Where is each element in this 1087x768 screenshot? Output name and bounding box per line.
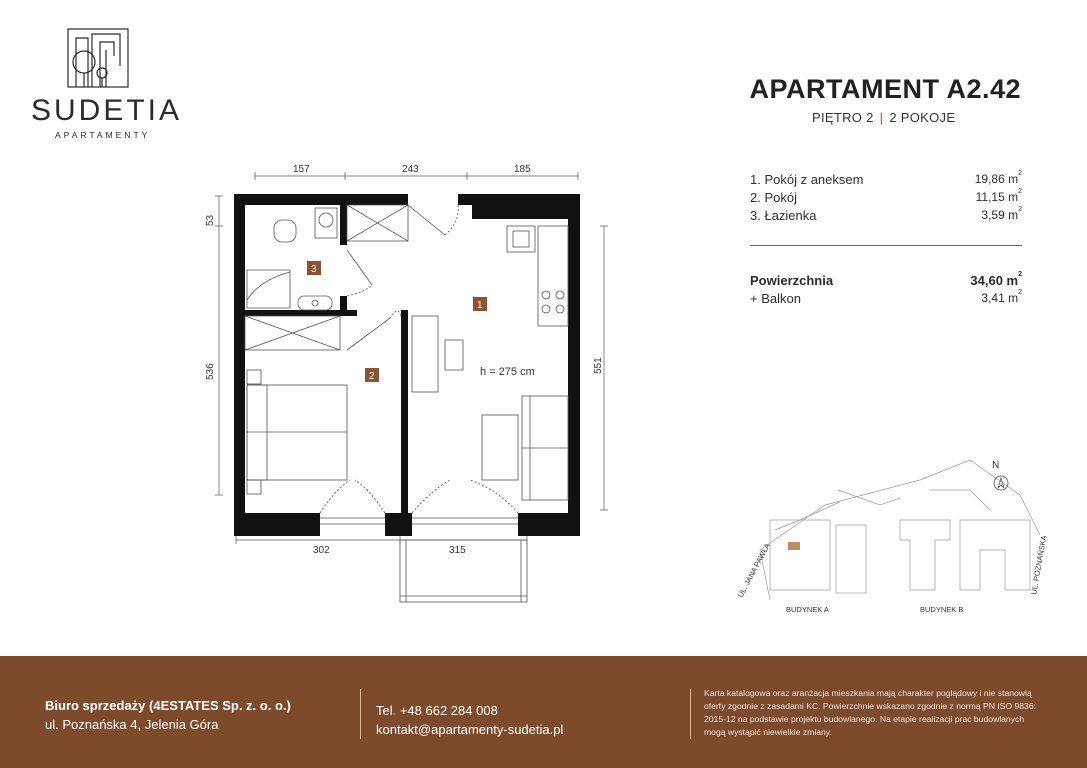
- dim-bottom-1: 302: [313, 545, 330, 556]
- room-badge-1: 1: [477, 300, 483, 311]
- floor-label: PIĘTRO 2: [812, 110, 874, 125]
- floor-plan: [0, 0, 640, 620]
- email-link[interactable]: kontakt@apartamenty-sudetia.pl: [376, 722, 564, 737]
- room-row: [750, 190, 1022, 208]
- phone-number[interactable]: Tel. +48 662 284 008: [376, 703, 498, 718]
- room-area: 19,86 $m^2$: [974, 170, 1022, 186]
- building-b-label: BUDYNEK B: [920, 605, 964, 614]
- dim-left: 536: [205, 363, 216, 380]
- north-indicator: N: [992, 460, 1000, 471]
- site-location-map: [730, 450, 1070, 620]
- total-area-row: [750, 273, 1022, 291]
- room-label: 3. Łazienka: [750, 208, 817, 223]
- room-row: [750, 208, 1022, 226]
- dim-top-1: 157: [293, 164, 310, 175]
- company-address: ul. Poznańska 4, Jelenia Góra: [45, 717, 219, 732]
- dim-top-2: 243: [402, 164, 419, 175]
- subtitle-separator: |: [879, 110, 884, 125]
- dim-top-3: 185: [514, 164, 531, 175]
- dim-bottom-2: 315: [449, 545, 466, 556]
- dim-right: 551: [593, 357, 604, 374]
- logo-wordmark: SUDETIA: [31, 94, 183, 127]
- section-divider: [750, 245, 1022, 246]
- room-area: 3,59 $m^2$: [981, 206, 1022, 222]
- company-name: Biuro sprzedaży (4ESTATES Sp. z. o. o.): [45, 698, 291, 713]
- dim-left-small: 53: [205, 214, 216, 226]
- total-area-value: 34,60 $m^2$: [970, 271, 1022, 288]
- rooms-count-label: 2 POKOJE: [889, 110, 956, 125]
- footer-divider: [360, 689, 361, 739]
- street-jana-pawla: UL. JANA PAWŁA: [735, 541, 772, 599]
- room-badge-2: 2: [369, 371, 375, 382]
- building-a-label: BUDYNEK A: [786, 605, 829, 614]
- contact-info: [376, 701, 563, 739]
- disclaimer-text: Karta katalogowa oraz aranżacja mieszkania mają charakter poglądowy i nie stanowią oferty zgodnie z zasadami KC. Powierzchnie wskazano zgodnie z normą PN ISO 9836: 2015-12 na podstawie projektu budowlanego. Na etapie realizacji prac budowlanych mogą wystąpić niewielkie zmiany.: [704, 688, 1036, 737]
- balcony-label: + Balkon: [750, 291, 801, 306]
- rooms-list: [750, 172, 1022, 226]
- room-label: 1. Pokój z aneksem: [750, 172, 864, 187]
- room-label: 2. Pokój: [750, 190, 797, 205]
- logo-tagline: APARTAMENTY: [55, 130, 151, 140]
- area-summary: [750, 273, 1022, 309]
- footer: [0, 656, 1087, 768]
- footer-divider: [690, 689, 691, 739]
- total-area-label: Powierzchnia: [750, 273, 834, 288]
- apartment-title: APARTAMENT A2.42: [749, 74, 1021, 104]
- sales-office-info: [45, 696, 291, 734]
- room-area: 11,15 $m^2$: [975, 188, 1022, 204]
- apartment-subtitle: [812, 110, 955, 125]
- street-poznanska: UL. POZNAŃSKA: [1029, 534, 1049, 596]
- balcony-value: 3,41 $m^2$: [981, 289, 1022, 305]
- room-badge-3: 3: [311, 264, 317, 275]
- ceiling-height-label: h = 275 cm: [480, 366, 535, 378]
- room-row: [750, 172, 1022, 190]
- balcony-area-row: [750, 291, 1022, 309]
